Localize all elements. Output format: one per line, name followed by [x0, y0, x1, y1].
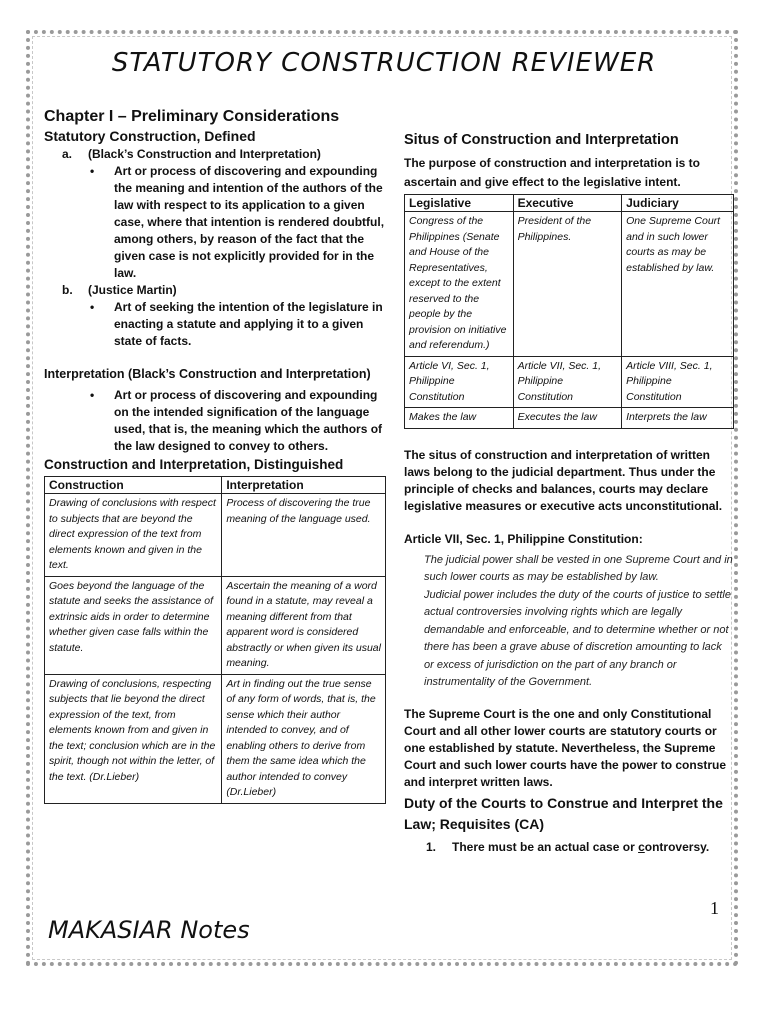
table-cell: Article VII, Sec. 1, Philippine Constitution: [513, 356, 622, 408]
situs-paragraph: The situs of construction and interpretation of written laws belong to the judicial department. Thus under the principle of checks and balances, courts may declare legislative measures or executive acts unconstitutional.: [404, 447, 723, 513]
definition-a-bullet: • Art or process of discovering and expounding the meaning and intention of the authors of the law with respect to its application to a given case, where that intention is rendered doubtful, among others, by reason of the fact that the given case is not explicitly provided for in the law.: [44, 163, 386, 282]
definition-b-source: (Justice Martin): [88, 283, 177, 297]
table-row: [405, 408, 734, 429]
requisite-item: [404, 839, 734, 856]
definition-a-source: (Black’s Construction and Interpretation): [88, 147, 321, 161]
table-header-legislative: Legislative: [405, 195, 514, 212]
definition-b-bullet: • Art of seeking the intention of the legislature in enacting a statute and applying it to a given state of facts.: [44, 299, 386, 350]
constitution-quote-2: Judicial power includes the duty of the courts of justice to settle actual controversies involving rights which are legally demandable and enforceable, and to determine whether or not there has been a grave abuse of discretion amounting to lack or excess of jurisdiction on the part of any branch or instrumentality of the Government.: [424, 588, 731, 688]
requisite-text-c: c: [638, 839, 645, 854]
distinguished-heading: Construction and Interpretation, Distinguished: [44, 457, 344, 472]
statutory-construction-heading: Statutory Construction, Defined: [44, 128, 256, 144]
left-column: [44, 108, 386, 804]
table-cell: One Supreme Court and in such lower courts as may be established by law.: [622, 212, 734, 357]
table-cell: Drawing of conclusions, respecting subjects that lie beyond the direct expression of the text, from elements known from and given in the text; conclusion which are in the spirit, though not within the letter, of the text. (Dr.Lieber): [45, 674, 222, 803]
table-header-interpretation: Interpretation: [222, 477, 386, 494]
table-cell: Makes the law: [405, 408, 514, 429]
supreme-court-paragraph: The Supreme Court is the one and only Constitutional Court and all other lower courts are statutory courts or one established by statute. Nevertheless, the Supreme Court and such lower courts have the power to construe and interpret written laws.: [404, 706, 727, 789]
definition-b-letter: b.: [62, 283, 73, 297]
table-cell: Ascertain the meaning of a word found in a statute, may reveal a meaning different from that apparent word is considered abstractly or when given its usual meaning.: [222, 576, 386, 674]
definition-b: [62, 282, 386, 299]
requisite-text-b: ontroversy.: [644, 839, 710, 854]
footer-notes: MAKASIAR Notes: [48, 916, 250, 944]
interpretation-heading: Interpretation (Black’s Construction and Interpretation): [44, 367, 371, 381]
table-header-row: [405, 195, 734, 212]
article-reference: Article VII, Sec. 1, Philippine Constitution:: [404, 531, 643, 546]
table-row: [405, 356, 734, 408]
table-cell: Article VI, Sec. 1, Philippine Constitution: [405, 356, 514, 408]
table-cell: President of the Philippines.: [513, 212, 622, 357]
table-row: [45, 674, 386, 803]
table-header-executive: Executive: [513, 195, 622, 212]
table-row: [405, 212, 734, 357]
table-cell: Goes beyond the language of the statute and seeks the assistance of extrinsic aids in order to determine whether given case falls within the statute.: [45, 576, 222, 674]
table-row: [45, 576, 386, 674]
table-header-construction: Construction: [45, 477, 222, 494]
table-row: [45, 494, 386, 577]
table-cell: Interprets the law: [622, 408, 734, 429]
table-cell: Process of discovering the true meaning of the language used.: [222, 494, 386, 577]
right-column: [404, 132, 734, 856]
duty-heading: Duty of the Courts to Construe and Interpret the Law; Requisites (CA): [404, 794, 723, 832]
table-header-row: [45, 477, 386, 494]
requisite-text-a: There must be an actual case or: [452, 839, 639, 854]
interpretation-bullet: • Art or process of discovering and expounding on the intended signification of the language used, that is, the meaning which the authors of the law designed to convey to others.: [44, 387, 386, 455]
situs-table: [404, 194, 734, 429]
chapter-heading: Chapter I – Preliminary Considerations: [44, 108, 340, 125]
requisite-number: 1.: [426, 839, 437, 854]
table-cell: Art in finding out the true sense of any form of words, that is, the sense which their author intended to convey, and of enabling others to derive from them the same idea which the author intended to convey (Dr.Lieber): [222, 674, 386, 803]
situs-intro: The purpose of construction and interpretation is to ascertain and give effect to the legislative intent.: [404, 156, 701, 189]
constitution-quote-1: The judicial power shall be vested in one Supreme Court and in such lower courts as may be established by law.: [424, 553, 733, 583]
page-title: STATUTORY CONSTRUCTION REVIEWER: [111, 48, 657, 78]
definition-a: [62, 146, 386, 163]
situs-heading: Situs of Construction and Interpretation: [404, 132, 679, 148]
table-cell: Congress of the Philippines (Senate and House of the Representatives, except to the extent reserved to the people by the provision on initiative and referendum.): [405, 212, 514, 357]
construction-interpretation-table: [44, 476, 386, 804]
table-cell: Article VIII, Sec. 1, Philippine Constitution: [622, 356, 734, 408]
page-number: 1: [710, 898, 719, 918]
table-cell: Executes the law: [513, 408, 622, 429]
table-cell: Drawing of conclusions with respect to subjects that are beyond the direct expression of the text from elements known and given in the text.: [45, 494, 222, 577]
table-header-judiciary: Judiciary: [622, 195, 734, 212]
definition-a-letter: a.: [62, 147, 73, 161]
